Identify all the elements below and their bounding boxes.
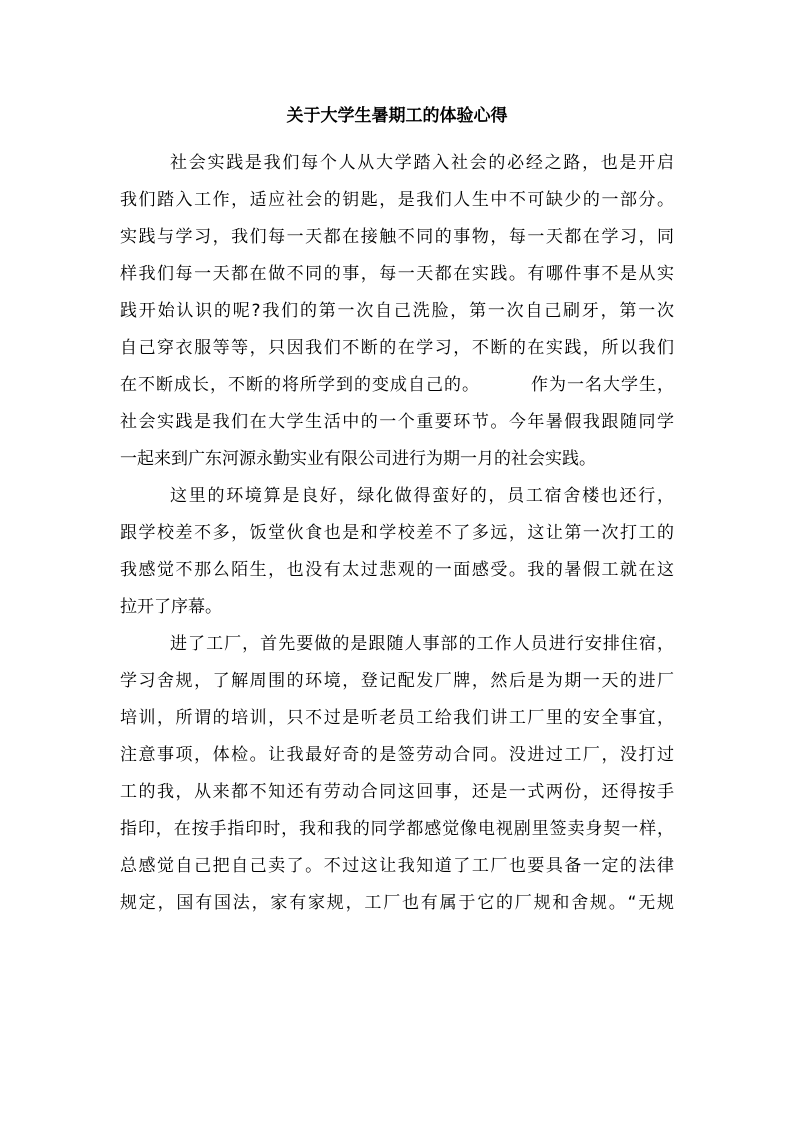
text-line: 培训，所谓的培训，只不过是听老员工给我们讲工厂里的安全事宜，: [120, 708, 674, 728]
text-line: 社会实践是我们每个人从大学踏入社会的必经之路，也是开启: [170, 153, 674, 173]
text-line: 总感觉自己把自己卖了。不过这让我知道了工厂也要具备一定的法律: [120, 856, 674, 876]
text-line: 拉开了序幕。: [120, 597, 222, 617]
text-line: 自己穿衣服等等，只因我们不断的在学习，不断的在实践，所以我们: [120, 338, 674, 358]
text-line: 工的我，从来都不知还有劳动合同这回事，还是一式两份，还得按手: [120, 782, 674, 802]
text-line: 跟学校差不多，饭堂伙食也是和学校差不了多远，这让第一次打工的: [120, 523, 674, 543]
text-line: 这里的环境算是良好，绿化做得蛮好的，员工宿舍楼也还行，: [170, 486, 674, 506]
text-line-mixed: [120, 367, 674, 404]
document-body: [120, 145, 674, 922]
paragraph-3: [120, 626, 674, 922]
text-line-part: 在不断成长，不断的将所学到的变成自己的。: [120, 375, 480, 395]
text-line: 一起来到广东河源永勤实业有限公司进行为期一月的社会实践。: [120, 449, 596, 469]
text-line: 注意事项，体检。让我最好奇的是签劳动合同。没进过工厂，没打过: [120, 745, 674, 765]
text-line: 学习舍规，了解周围的环境，登记配发厂牌，然后是为期一天的进厂: [120, 671, 674, 691]
text-line: 我感觉不那么陌生，也没有太过悲观的一面感受。我的暑假工就在这: [120, 560, 674, 580]
text-line: 规定，国有国法，家有家规，工厂也有属于它的厂规和舍规。“无规: [120, 893, 674, 913]
text-line: 实践与学习，我们每一天都在接触不同的事物，每一天都在学习，同: [120, 227, 674, 247]
text-line: 社会实践是我们在大学生活中的一个重要环节。今年暑假我跟随同学: [120, 412, 674, 432]
text-line: 践开始认识的呢?我们的第一次自己洗脸，第一次自己刷牙，第一次: [120, 301, 674, 321]
inline-paragraph-start: 作为一名大学生，: [530, 375, 674, 395]
text-line: 指印，在按手指印时，我和我的同学都感觉像电视剧里签卖身契一样，: [120, 819, 674, 839]
text-line: 进了工厂，首先要做的是跟随人事部的工作人员进行安排住宿，: [170, 634, 674, 654]
text-line: 样我们每一天都在做不同的事，每一天都在实践。有哪件事不是从实: [120, 264, 674, 284]
document-title: 关于大学生暑期工的体验心得: [286, 106, 508, 126]
text-line: 我们踏入工作，适应社会的钥匙，是我们人生中不可缺少的一部分。: [120, 190, 674, 210]
paragraph-2: [120, 478, 674, 626]
paragraph-1: [120, 145, 674, 478]
